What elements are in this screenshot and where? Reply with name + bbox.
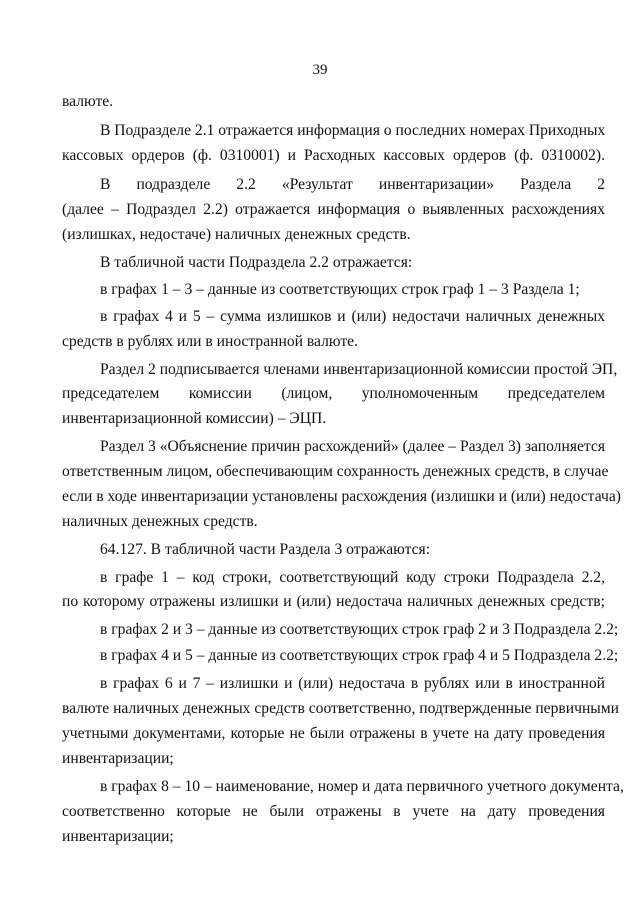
text-line: в графах 1 – 3 – данные из соответствующих строк граф 1 – 3 Раздела 1; <box>100 281 580 298</box>
text-line: кассовых ордеров (ф. 0310001) и Расходных кассовых ордеров (ф. 0310002). <box>62 147 605 164</box>
text-line: В Подразделе 2.1 отражается информация о последних номерах Приходных <box>100 122 606 139</box>
text-line: по которому отражены излишки и (или) недостача наличных денежных средств; <box>62 593 605 610</box>
text-line: соответственно которые не были отражены в учете на дату проведения <box>62 803 605 820</box>
text-line: в графе 1 – код строки, соответствующий коду строки Подраздела 2.2, <box>100 569 605 586</box>
text-line: валюте. <box>62 93 114 110</box>
text-line: учетными документами, которые не были отражены в учете на дату проведения <box>62 725 605 742</box>
text-line: Раздел 2 подписывается членами инвентаризационной комиссии простой ЭП, <box>100 361 618 378</box>
text-line: в графах 6 и 7 – излишки и (или) недостача в рублях или в иностранной <box>100 675 605 692</box>
text-line: инвентаризации; <box>62 750 174 767</box>
text-line: валюте наличных денежных средств соответственно, подтвержденные первичными <box>62 700 619 717</box>
text-line: (далее – Подраздел 2.2) отражается информация о выявленных расхождениях <box>62 201 605 218</box>
text-line: 64.127. В табличной части Раздела 3 отражаются: <box>100 541 431 558</box>
page-number: 39 <box>312 62 328 78</box>
text-line: В подразделе 2.2 «Результат инвентаризации» Раздела 2 <box>100 176 605 193</box>
text-line: председателем комиссии (лицом, уполномоченным председателем <box>62 385 605 402</box>
text-line: инвентаризационной комиссии) – ЭЦП. <box>62 410 327 427</box>
text-line: (излишках, недостаче) наличных денежных средств. <box>62 226 411 243</box>
text-line: наличных денежных средств. <box>62 513 258 530</box>
text-line: в графах 4 и 5 – данные из соответствующих строк граф 4 и 5 Подраздела 2.2; <box>100 647 619 664</box>
text-line: средств в рублях или в иностранной валюте. <box>62 333 358 350</box>
text-line: если в ходе инвентаризации установлены расхождения (излишки и (или) недостача) <box>62 488 621 505</box>
text-line: ответственным лицом, обеспечивающим сохранность денежных средств, в случае <box>62 463 609 480</box>
text-line: В табличной части Подраздела 2.2 отражается: <box>100 254 413 271</box>
text-line: в графах 2 и 3 – данные из соответствующих строк граф 2 и 3 Подраздела 2.2; <box>100 621 619 638</box>
text-line: инвентаризации; <box>62 828 174 845</box>
text-line: в графах 4 и 5 – сумма излишков и (или) недостачи наличных денежных <box>100 308 605 325</box>
text-line: в графах 8 – 10 – наименование, номер и дата первичного учетного документа, <box>100 778 624 795</box>
text-line: Раздел 3 «Объяснение причин расхождений» (далее – Раздел 3) заполняется <box>100 438 605 455</box>
